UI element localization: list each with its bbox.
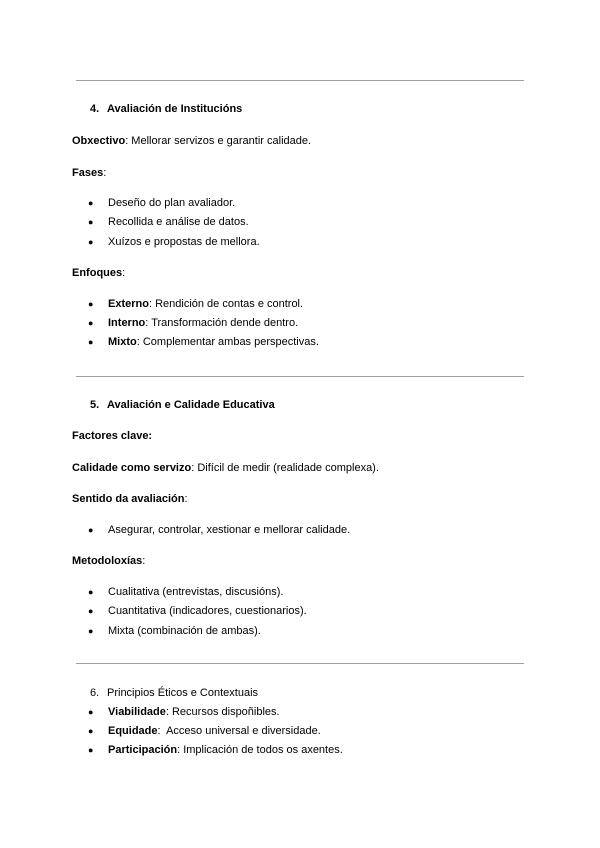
list-item [88,215,249,229]
bullet-icon: ● [88,606,94,616]
bullet-icon: ● [88,318,94,328]
section-4-heading [90,102,242,116]
list-item [88,196,235,210]
section-number: 6. [90,687,100,699]
methods-label: Metodoloxías [72,555,143,567]
phases-label: Fases [72,167,104,179]
list-item-text: Xuízos e propostas de mellora. [108,236,260,248]
quality-line [72,461,379,475]
list-item-label: Equidade [108,725,158,737]
list-item-text: Mixta (combinación de ambas). [108,625,261,637]
sense-colon: : [184,493,188,505]
objective-label: Obxectivo [72,135,126,147]
phases-heading [72,166,106,180]
list-item [88,235,260,249]
list-item-text: : Transformación dende dentro. [145,317,299,329]
list-item [88,705,280,719]
horizontal-rule [76,663,524,664]
bullet-icon: ● [88,626,94,636]
list-item-text: : Recursos dispoñibles. [165,706,280,718]
list-item-text: Recollida e análise de datos. [108,216,249,228]
list-item-text: : Implicación de todos os axentes. [177,744,343,756]
section-title: Avaliación e Calidade Educativa [107,399,275,411]
list-item-label: Externo [108,298,149,310]
bullet-icon: ● [88,726,94,736]
list-item [88,604,307,618]
section-5-heading [90,398,275,412]
section-number: 4. [90,103,100,115]
objective-text: : Mellorar servizos e garantir calidade. [125,135,312,147]
key-factors-label: Factores clave: [72,430,153,442]
section-title: Principios Éticos e Contextuais [107,687,259,699]
bullet-icon: ● [88,299,94,309]
list-item-text: Cuantitativa (indicadores, cuestionarios). [108,605,307,617]
sense-heading [72,492,188,506]
section-title: Avaliación de Institucións [107,103,243,115]
sense-label: Sentido da avaliación [72,493,185,505]
bullet-icon: ● [88,525,94,535]
methods-heading [72,554,145,568]
list-item [88,523,350,537]
horizontal-rule [76,80,524,81]
section-6-heading [90,686,258,700]
methods-colon: : [142,555,146,567]
list-item [88,297,303,311]
list-item [88,624,261,638]
bullet-icon: ● [88,198,94,208]
quality-text: : Difícil de medir (realidade complexa). [191,462,379,474]
approaches-heading [72,266,125,280]
list-item-label: Mixto [108,336,137,348]
bullet-icon: ● [88,217,94,227]
list-item-label: Interno [108,317,146,329]
list-item [88,335,319,349]
bullet-icon: ● [88,745,94,755]
quality-label: Calidade como servizo [72,462,192,474]
list-item [88,743,343,757]
list-item [88,724,321,738]
approaches-colon: : [122,267,126,279]
list-item-text: : Complementar ambas perspectivas. [136,336,319,348]
bullet-icon: ● [88,237,94,247]
bullet-icon: ● [88,337,94,347]
list-item-text: : Acceso universal e diversidade. [157,725,321,737]
list-item-label: Viabilidade [108,706,166,718]
list-item-text: : Rendición de contas e control. [148,298,304,310]
list-item-text: Cualitativa (entrevistas, discusións). [108,586,284,598]
list-item-text: Deseño do plan avaliador. [108,197,236,209]
section-number: 5. [90,399,100,411]
list-item [88,585,283,599]
list-item-label: Participación [108,744,178,756]
list-item [88,316,298,330]
horizontal-rule [76,376,524,377]
list-item-text: Asegurar, controlar, xestionar e mellorar calidade. [108,524,351,536]
bullet-icon: ● [88,587,94,597]
phases-colon: : [103,167,107,179]
bullet-icon: ● [88,707,94,717]
approaches-label: Enfoques [72,267,123,279]
key-factors-heading [72,429,152,443]
objective-line [72,134,311,148]
